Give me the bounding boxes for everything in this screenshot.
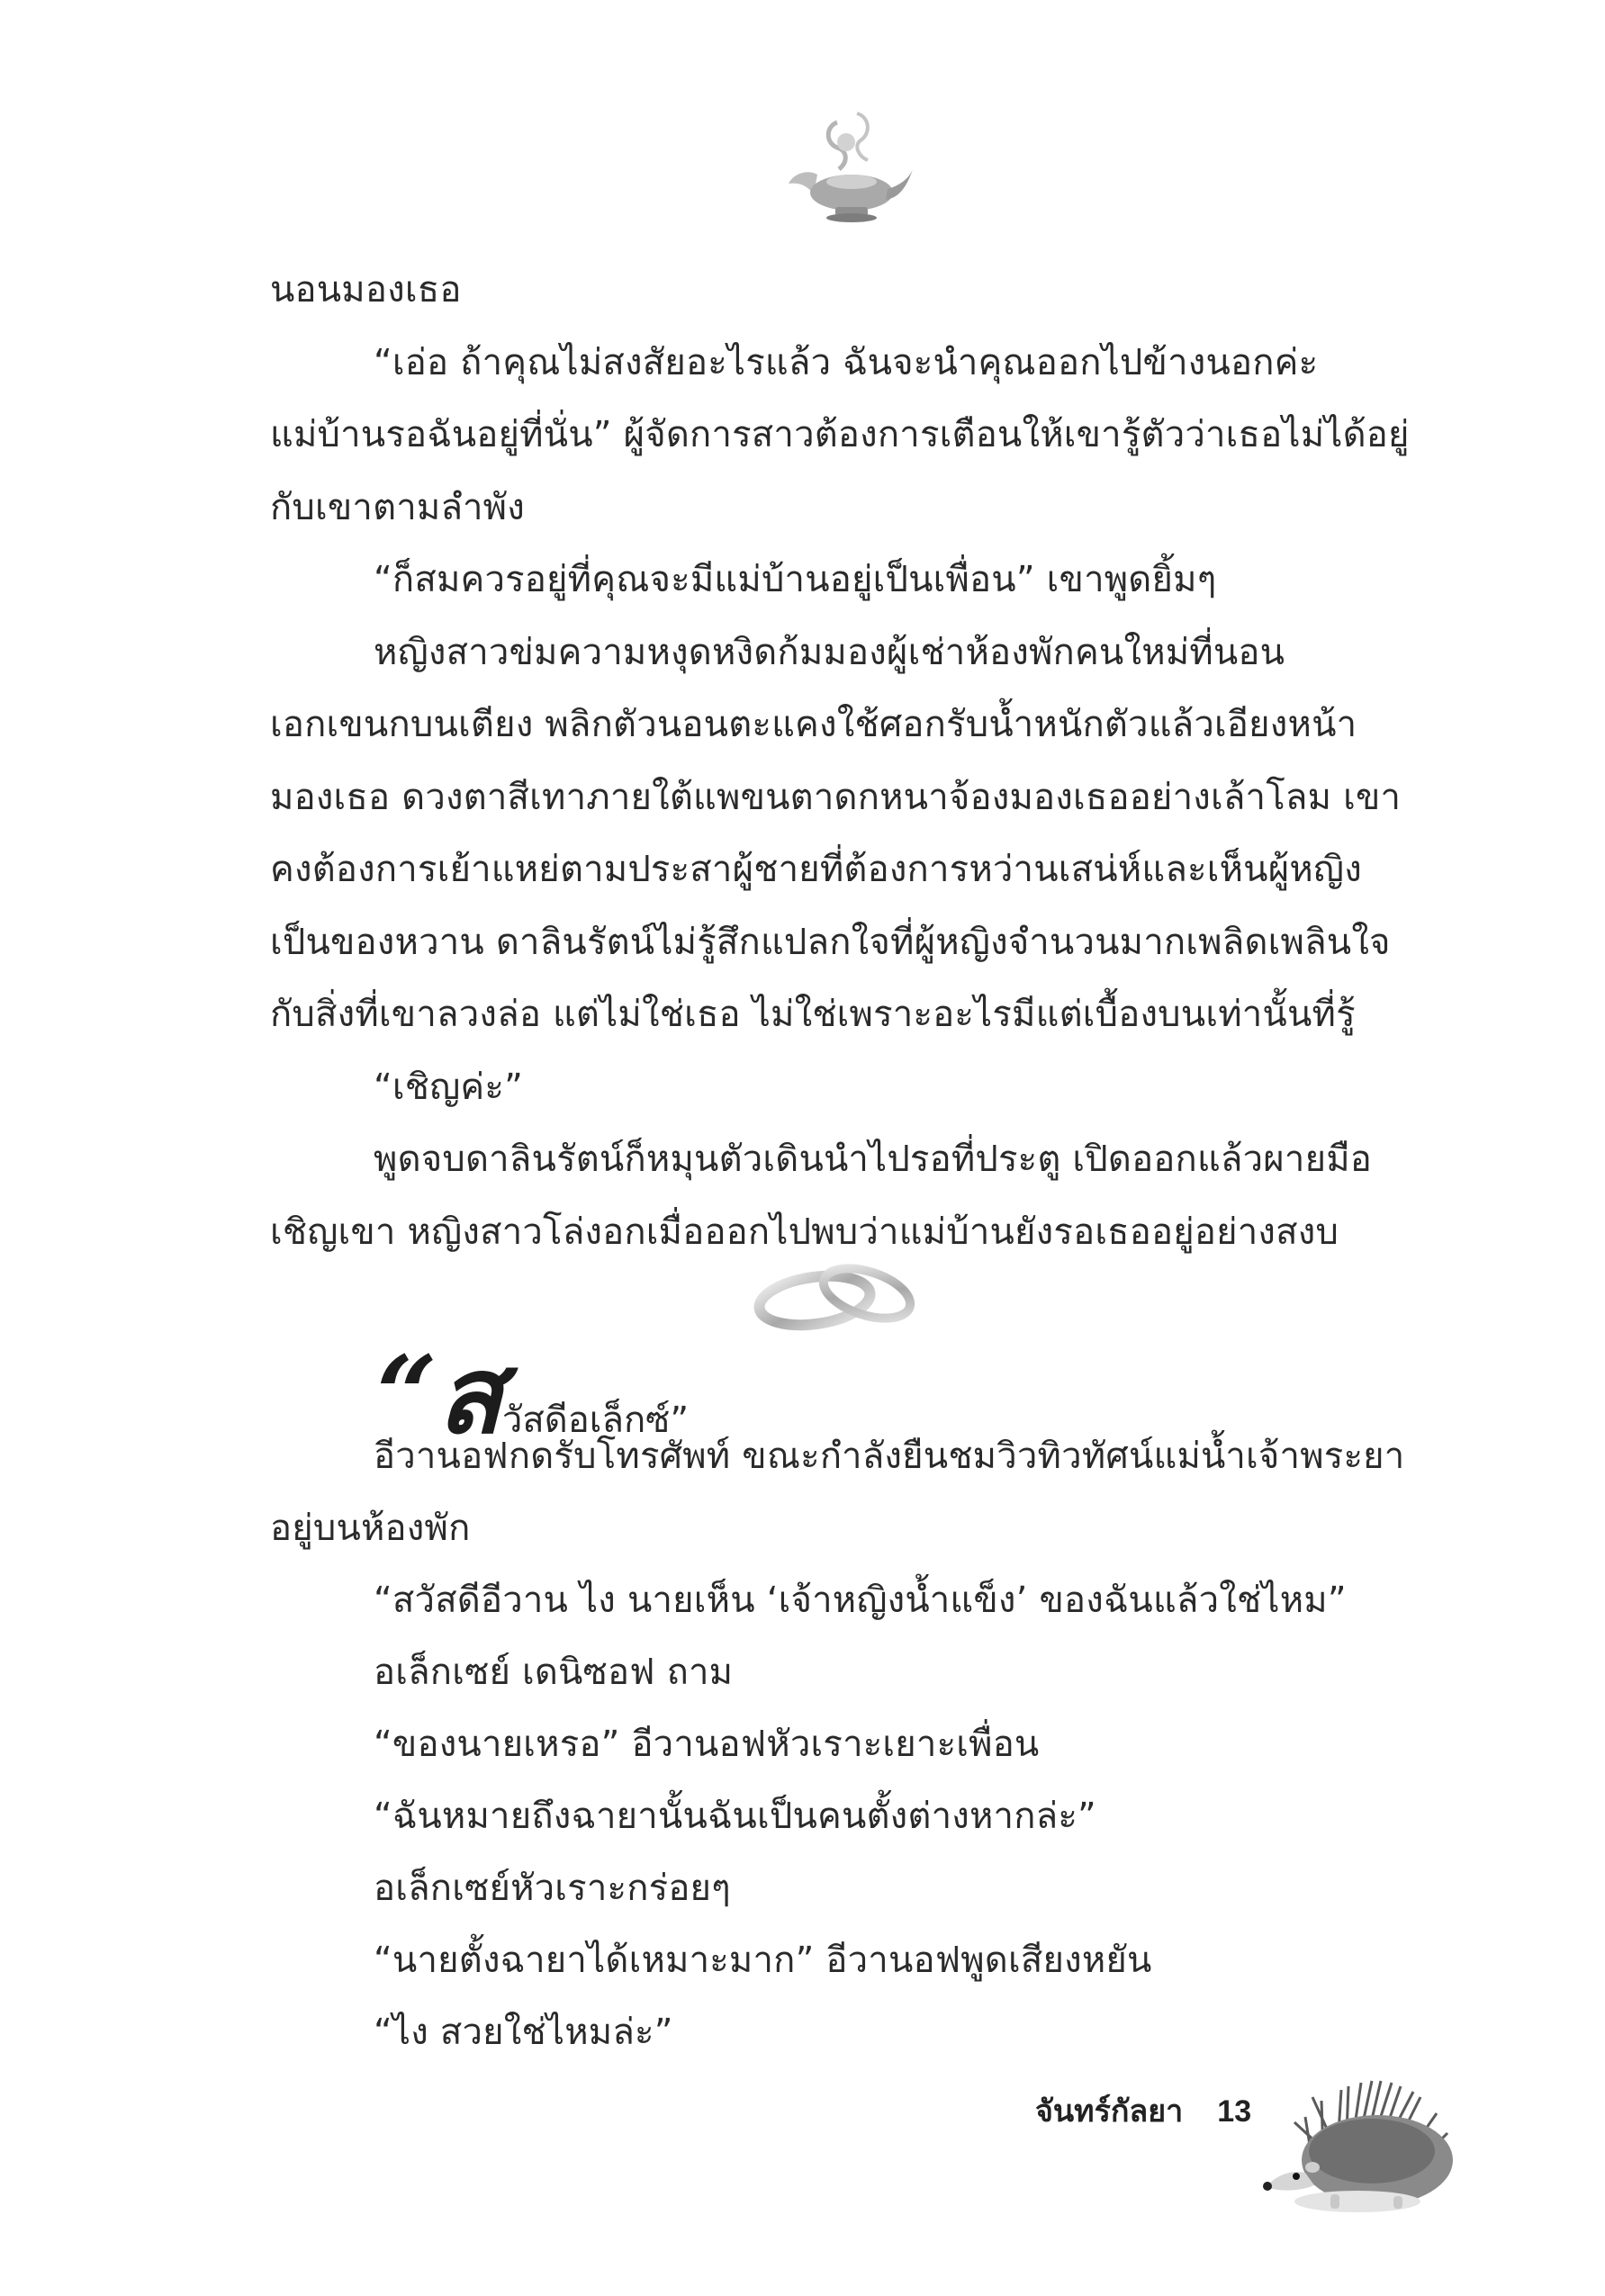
drop-cap: “ส <box>376 1332 502 1457</box>
paragraph-line: กับเขาตามลำพัง <box>270 486 525 528</box>
genie-lamp-icon <box>781 106 916 229</box>
paragraph-line: “ก็สมควรอยู่ที่คุณจะมีแม่บ้านอยู่เป็นเพื่อน” เขาพูดยิ้มๆ <box>374 559 1217 600</box>
page-number: 13 <box>1217 2094 1252 2129</box>
paragraph-line: แม่บ้านรอฉันอยู่ที่นั่น” ผู้จัดการสาวต้องการเตือนให้เขารู้ตัวว่าเธอไม่ได้อยู่ <box>270 414 1410 455</box>
paragraph-line: อีวานอฟกดรับโทรศัพท์ ขณะกำลังยืนชมวิวทิวทัศน์แม่น้ำเจ้าพระยา <box>374 1436 1405 1477</box>
page-footer <box>1035 2086 1251 2135</box>
paragraph-line: หญิงสาวข่มความหงุดหงิดก้มมองผู้เช่าห้องพักคนใหม่ที่นอน <box>374 631 1285 673</box>
paragraph-line: “ฉันหมายถึงฉายานั้นฉันเป็นคนตั้งต่างหากล่ะ” <box>374 1796 1096 1837</box>
wedding-rings-icon <box>752 1256 923 1337</box>
paragraph-line: เป็นของหวาน ดาลินรัตน์ไม่รู้สึกแปลกใจที่ผู้หญิงจำนวนมากเพลิดเพลินใจ <box>270 921 1391 963</box>
paragraph-line: “นายตั้งฉายาได้เหมาะมาก” อีวานอฟพูดเสียงหยัน <box>374 1940 1152 1981</box>
paragraph-line: อเล็กเซย์หัวเราะกร่อยๆ <box>374 1868 731 1909</box>
paragraph-line: “เอ่อ ถ้าคุณไม่สงสัยอะไรแล้ว ฉันจะนำคุณออกไปข้างนอกค่ะ <box>374 341 1319 383</box>
paragraph-line: เชิญเขา หญิงสาวโล่งอกเมื่อออกไปพบว่าแม่บ้านยังรอเธออยู่อย่างสงบ <box>270 1211 1339 1253</box>
paragraph-line: “ของนายเหรอ” อีวานอฟหัวเราะเยาะเพื่อน <box>374 1724 1040 1765</box>
paragraph-line: กับสิ่งที่เขาลวงล่อ แต่ไม่ใช่เธอ ไม่ใช่เพราะอะไรมีแต่เบื้องบนเท่านั้นที่รู้ <box>270 994 1356 1035</box>
paragraph-line: “เชิญค่ะ” <box>374 1066 523 1108</box>
paragraph-line: นอนมองเธอ <box>270 269 462 311</box>
paragraph-line: อยู่บนห้องพัก <box>270 1508 471 1549</box>
chapter-opening-text: วัสดีอเล็กซ์” <box>501 1400 690 1441</box>
paragraph-line: “สวัสดีอีวาน ไง นายเห็น ‘เจ้าหญิงน้ำแข็ง’ ของฉันแล้วใช่ไหม” <box>374 1580 1347 1621</box>
paragraph-line: มองเธอ ดวงตาสีเทาภายใต้แพขนตาดกหนาจ้องมองเธออย่างเล้าโลม เขา <box>270 776 1402 818</box>
paragraph-line: เอกเขนกบนเตียง พลิกตัวนอนตะแคงใช้ศอกรับน้ำหนักตัวแล้วเอียงหน้า <box>270 704 1357 745</box>
hedgehog-icon <box>1258 2054 1474 2216</box>
paragraph-line: คงต้องการเย้าแหย่ตามประสาผู้ชายที่ต้องการหว่านเสน่ห์และเห็นผู้หญิง <box>270 849 1362 890</box>
paragraph-line: “ไง สวยใช่ไหมล่ะ” <box>374 2012 673 2053</box>
book-title: จันทร์กัลยา <box>1035 2094 1184 2129</box>
paragraph-line: อเล็กเซย์ เดนิซอฟ ถาม <box>374 1652 734 1693</box>
paragraph-line: พูดจบดาลินรัตน์ก็หมุนตัวเดินนำไปรอที่ประตู เปิดออกแล้วผายมือ <box>374 1139 1373 1180</box>
